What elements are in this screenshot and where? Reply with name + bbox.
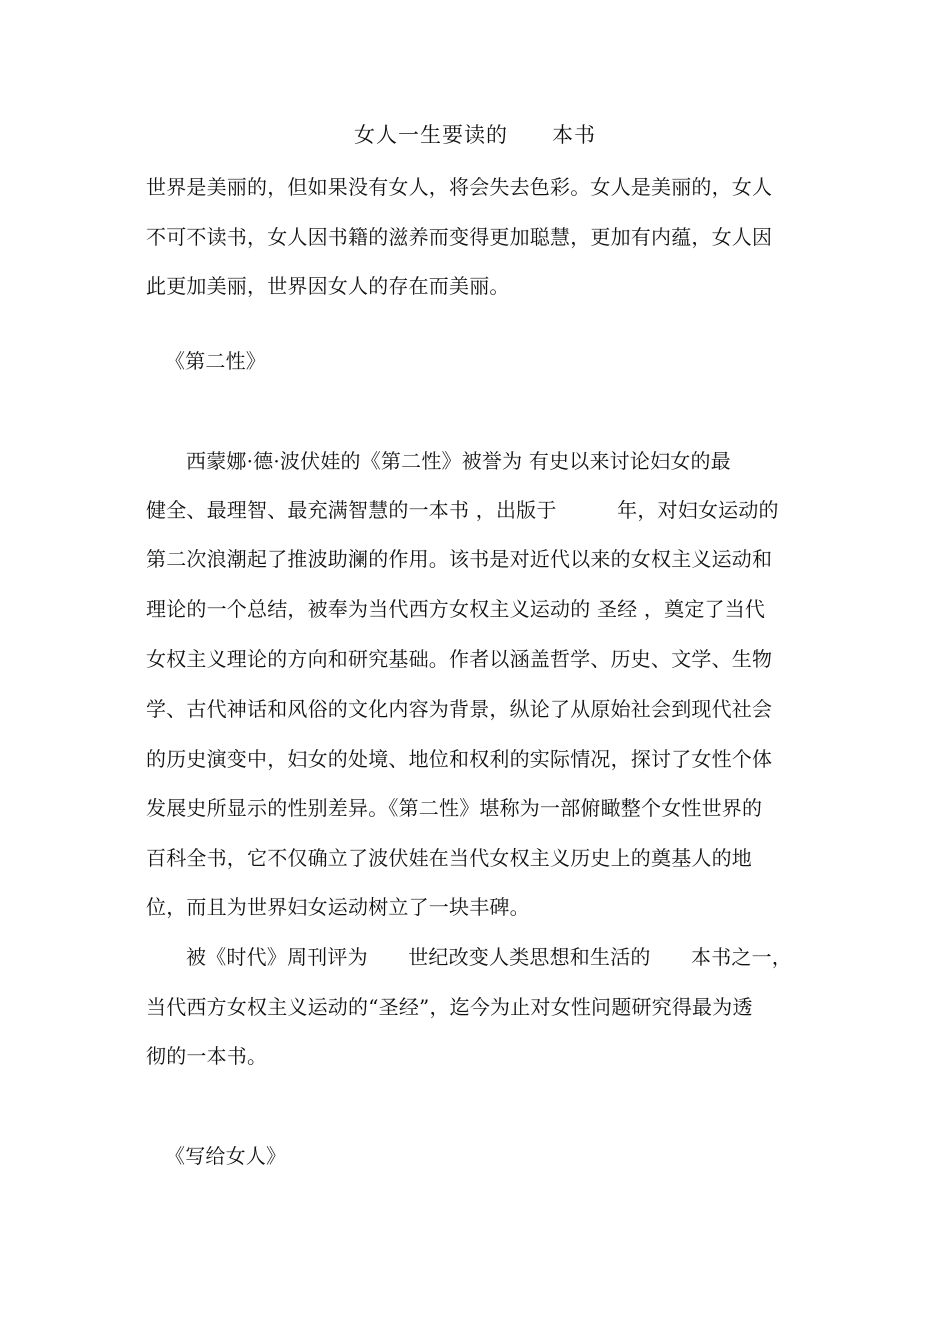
paragraph-line: 被《时代》周刊评为 世纪改变人类思想和生活的 本书之一， xyxy=(186,945,792,969)
paragraph-line: 发展史所显示的性别差异。《第二性》堪称为一部俯瞰整个女性世界的 xyxy=(146,796,763,820)
section-heading: 《写给女人》 xyxy=(165,1144,287,1168)
paragraph-line: 第二次浪潮起了推波助澜的作用。该书是对近代以来的女权主义运动和 xyxy=(146,547,773,571)
paragraph-line: 理论的一个总结，被奉为当代西方女权主义运动的 圣经 ，奠定了当代 xyxy=(146,597,766,621)
paragraph-line: 的历史演变中，妇女的处境、地位和权利的实际情况，探讨了女性个体 xyxy=(146,747,773,771)
intro-line: 不可不读书，女人因书籍的滋养而变得更加聪慧，更加有内蕴，女人因 xyxy=(146,225,773,249)
paragraph-line: 女权主义理论的方向和研究基础。作者以涵盖哲学、历史、文学、生物 xyxy=(146,647,773,671)
intro-line: 世界是美丽的，但如果没有女人，将会失去色彩。女人是美丽的，女人 xyxy=(146,175,773,199)
paragraph-line: 位，而且为世界妇女运动树立了一块丰碑。 xyxy=(146,895,530,919)
section-heading: 《第二性》 xyxy=(165,349,266,373)
intro-line: 此更加美丽，世界因女人的存在而美丽。 xyxy=(146,274,510,298)
paragraph-line: 当代西方女权主义运动的“圣经”，迄今为止对女性问题研究得最为透 xyxy=(146,995,753,1019)
paragraph-line: 学、古代神话和风俗的文化内容为背景，纵论了从原始社会到现代社会 xyxy=(146,697,773,721)
paragraph-line: 健全、最理智、最充满智慧的一本书 ，出版于 年，对妇女运动的 xyxy=(146,498,779,522)
paragraph-line: 彻的一本书。 xyxy=(146,1044,268,1068)
document-title: 女人一生要读的 本书 xyxy=(354,123,596,147)
paragraph-line: 西蒙娜·德·波伏娃的《第二性》被誉为 有史以来讨论妇女的最 xyxy=(186,449,731,473)
paragraph-line: 百科全书，它不仅确立了波伏娃在当代女权主义历史上的奠基人的地 xyxy=(146,846,752,870)
